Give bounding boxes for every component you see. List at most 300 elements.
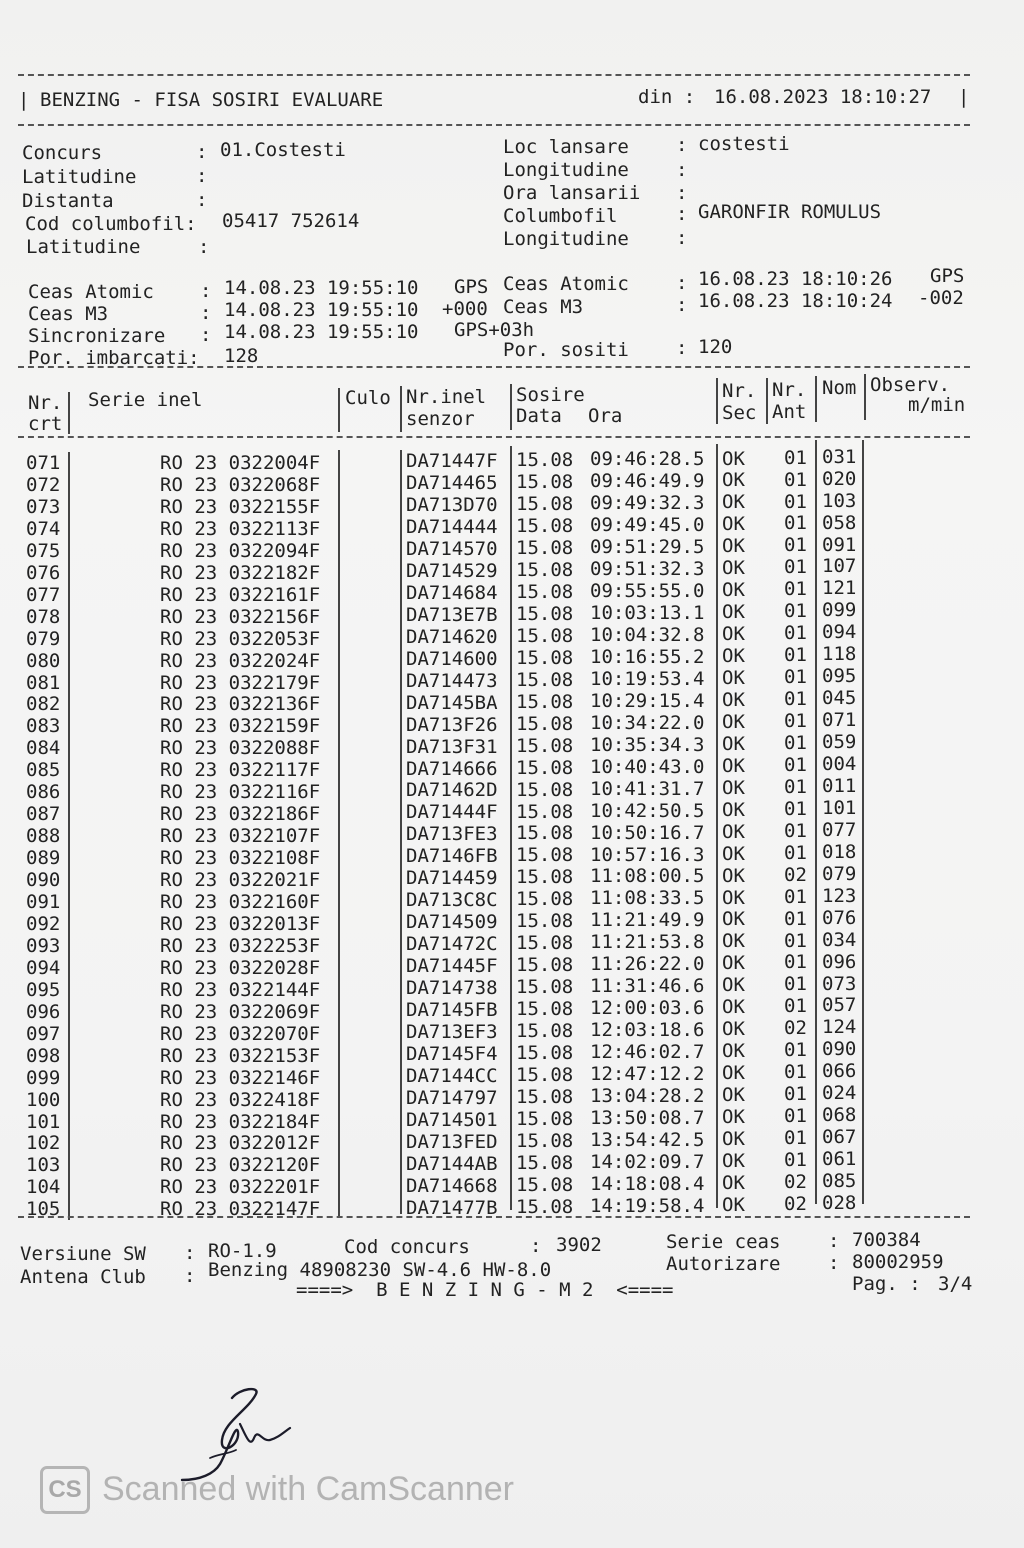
hdr-sep-4 bbox=[510, 384, 512, 430]
col-nr-inel: Nr.inel bbox=[406, 386, 487, 408]
row-number: 087 bbox=[26, 803, 61, 826]
row-number: 102 bbox=[26, 1132, 61, 1155]
sensor-ring: DA713E7B bbox=[406, 603, 498, 626]
table-row bbox=[0, 1148, 1024, 1177]
ora-lansarii-label: Ora lansarii bbox=[503, 182, 641, 204]
sincronizare-suffix: GPS+03h bbox=[454, 319, 535, 341]
arrival-date: 15.08 bbox=[516, 1107, 574, 1130]
nom-number: 095 bbox=[822, 665, 857, 688]
ant-number: 02 bbox=[784, 1192, 807, 1215]
cod-concurs-colon: : bbox=[530, 1235, 542, 1257]
arrival-time: 14:02:09.7 bbox=[590, 1150, 705, 1173]
latitudine2-colon: : bbox=[198, 236, 210, 258]
arrival-date: 15.08 bbox=[516, 1041, 574, 1064]
table-sep-5 bbox=[716, 444, 718, 1208]
concurs-value: 01.Costesti bbox=[220, 139, 346, 161]
arrival-date: 15.08 bbox=[516, 493, 574, 516]
sec-status: OK bbox=[722, 601, 745, 624]
right-ceas-m3-colon: : bbox=[676, 294, 688, 316]
arrival-date: 15.08 bbox=[516, 581, 574, 603]
col-nr: Nr. bbox=[28, 392, 63, 414]
arrival-date: 15.08 bbox=[516, 734, 574, 757]
col-senzor: senzor bbox=[406, 408, 475, 430]
table-sep-3 bbox=[400, 450, 402, 1214]
ring-serial: RO 23 0322201F bbox=[160, 1176, 321, 1199]
ant-number: 01 bbox=[784, 929, 807, 952]
sec-status: OK bbox=[722, 776, 745, 799]
nom-number: 107 bbox=[822, 555, 857, 578]
nom-number: 123 bbox=[822, 884, 857, 907]
row-number: 079 bbox=[26, 627, 61, 650]
ring-serial: RO 23 0322179F bbox=[160, 671, 321, 694]
sec-status: OK bbox=[722, 1193, 745, 1216]
arrival-date: 15.08 bbox=[516, 624, 574, 647]
ring-serial: RO 23 0322153F bbox=[160, 1044, 321, 1067]
arrival-date: 15.08 bbox=[516, 646, 574, 669]
right-ceas-m3-suffix: -002 bbox=[918, 287, 964, 309]
por-imbarcati-label: Por. imbarcati: bbox=[28, 347, 200, 369]
sec-status: OK bbox=[722, 447, 745, 470]
ant-number: 01 bbox=[784, 512, 807, 535]
sensor-ring: DA7145BA bbox=[406, 691, 498, 714]
concurs-colon: : bbox=[196, 141, 208, 163]
ant-number: 01 bbox=[784, 753, 807, 776]
arrival-time: 12:03:18.6 bbox=[590, 1019, 705, 1042]
ring-serial: RO 23 0322136F bbox=[160, 693, 321, 716]
nom-number: 024 bbox=[822, 1082, 857, 1105]
row-number: 084 bbox=[26, 737, 61, 760]
arrival-time: 10:40:43.0 bbox=[590, 755, 705, 778]
row-number: 082 bbox=[26, 693, 61, 716]
ant-number: 01 bbox=[784, 534, 807, 557]
header-right-bar: | bbox=[958, 86, 970, 108]
clocks-rule bbox=[18, 366, 970, 368]
sensor-ring: DA713EF3 bbox=[406, 1020, 498, 1043]
table-row bbox=[0, 1016, 1024, 1045]
arrival-time: 12:47:12.2 bbox=[590, 1063, 705, 1085]
columbofil-colon: : bbox=[676, 203, 688, 225]
nom-number: 068 bbox=[822, 1104, 857, 1127]
col-ora: Ora bbox=[588, 405, 623, 427]
arrival-date: 15.08 bbox=[516, 1129, 574, 1152]
ant-number: 01 bbox=[784, 841, 807, 864]
sensor-ring: DA714668 bbox=[406, 1174, 498, 1197]
sensor-ring: DA714529 bbox=[406, 559, 498, 582]
arrival-date: 15.08 bbox=[516, 976, 574, 999]
nom-number: 066 bbox=[822, 1060, 857, 1083]
din-label: din : bbox=[638, 86, 696, 108]
autorizare-colon: : bbox=[828, 1252, 840, 1274]
sec-status: OK bbox=[722, 1149, 745, 1172]
latitudine2-label: Latitudine bbox=[26, 236, 141, 258]
arrival-time: 10:42:50.5 bbox=[590, 799, 705, 822]
sec-status: OK bbox=[722, 732, 745, 755]
table-sep-7 bbox=[862, 440, 864, 1204]
row-number: 088 bbox=[26, 825, 61, 848]
nom-number: 079 bbox=[822, 862, 857, 885]
page-value: 3/4 bbox=[938, 1273, 973, 1295]
cod-columbofil-value: 05417 752614 bbox=[222, 210, 360, 232]
nom-number: 073 bbox=[822, 972, 857, 995]
sec-status: OK bbox=[722, 798, 745, 821]
versiune-colon: : bbox=[184, 1242, 196, 1264]
row-number: 091 bbox=[26, 891, 61, 913]
arrival-time: 09:51:29.5 bbox=[590, 536, 705, 559]
report-title: BENZING - FISA SOSIRI EVALUARE bbox=[40, 89, 384, 111]
sec-status: OK bbox=[722, 1171, 745, 1194]
row-number: 105 bbox=[26, 1198, 61, 1221]
nom-number: 091 bbox=[822, 533, 857, 556]
nom-number: 118 bbox=[822, 643, 857, 666]
ring-serial: RO 23 0322144F bbox=[160, 978, 321, 1001]
ring-serial: RO 23 0322116F bbox=[160, 781, 321, 804]
sensor-ring: DA714473 bbox=[406, 669, 498, 692]
ring-serial: RO 23 0322146F bbox=[160, 1066, 321, 1089]
row-number: 078 bbox=[26, 605, 61, 628]
sensor-ring: DA7145FB bbox=[406, 998, 498, 1021]
ring-serial: RO 23 0322182F bbox=[160, 561, 321, 584]
nom-number: 071 bbox=[822, 709, 857, 732]
nom-number: 090 bbox=[822, 1038, 857, 1061]
nom-number: 028 bbox=[822, 1192, 857, 1214]
row-number: 081 bbox=[26, 671, 61, 694]
table-row bbox=[0, 774, 1024, 804]
arrival-time: 12:00:03.6 bbox=[590, 997, 705, 1020]
ant-number: 01 bbox=[784, 666, 807, 689]
sec-status: OK bbox=[722, 820, 745, 843]
cod-concurs-label: Cod concurs bbox=[344, 1236, 470, 1258]
ring-serial: RO 23 0322024F bbox=[160, 649, 321, 672]
sensor-ring: DA71445F bbox=[406, 955, 498, 978]
arrival-date: 15.08 bbox=[516, 1195, 574, 1218]
sensor-ring: DA714600 bbox=[406, 647, 498, 670]
versiune-value: RO-1.9 bbox=[208, 1240, 277, 1262]
nom-number: 121 bbox=[822, 577, 857, 600]
sec-status: OK bbox=[722, 1062, 745, 1085]
sensor-ring: DA713D70 bbox=[406, 494, 498, 517]
antena-colon: : bbox=[184, 1265, 196, 1287]
arrival-date: 15.08 bbox=[516, 1173, 574, 1196]
nom-number: 101 bbox=[822, 796, 857, 819]
ant-number: 01 bbox=[784, 797, 807, 820]
table-row bbox=[0, 950, 1024, 979]
sensor-ring: DA714444 bbox=[406, 516, 498, 539]
sincronizare-label: Sincronizare bbox=[28, 325, 166, 347]
ceas-atomic-suffix: GPS bbox=[454, 276, 489, 298]
cod-concurs-value: 3902 bbox=[556, 1234, 602, 1256]
ring-serial: RO 23 0322253F bbox=[160, 934, 321, 957]
por-sositi-value: 120 bbox=[698, 336, 733, 358]
arrival-time: 09:49:45.0 bbox=[590, 514, 705, 537]
hdr-sep-5 bbox=[716, 378, 718, 424]
nom-number: 045 bbox=[822, 687, 857, 710]
nom-number: 085 bbox=[822, 1170, 857, 1193]
ant-number: 02 bbox=[784, 1017, 807, 1040]
ring-serial: RO 23 0322028F bbox=[160, 956, 321, 979]
arrival-date: 15.08 bbox=[516, 537, 574, 560]
arrival-date: 15.08 bbox=[516, 471, 574, 494]
table-row bbox=[0, 862, 1024, 892]
antena-label: Antena Club bbox=[20, 1266, 146, 1288]
row-number: 099 bbox=[26, 1066, 61, 1089]
sensor-ring: DA714684 bbox=[406, 581, 498, 604]
row-number: 092 bbox=[26, 912, 61, 935]
loc-lansare-label: Loc lansare bbox=[503, 136, 629, 158]
nom-number: 031 bbox=[822, 445, 857, 468]
table-row bbox=[0, 884, 1024, 913]
page-label: Pag. : bbox=[852, 1273, 921, 1295]
row-number: 083 bbox=[26, 715, 61, 738]
row-number: 093 bbox=[26, 934, 61, 957]
table-row bbox=[0, 489, 1024, 518]
header-left-bar: | bbox=[18, 89, 30, 111]
header-rule bbox=[18, 124, 970, 126]
right-ceas-atomic-value: 16.08.23 18:10:26 bbox=[698, 268, 893, 290]
ring-serial: RO 23 0322004F bbox=[160, 452, 321, 474]
row-number: 075 bbox=[26, 539, 61, 562]
ceas-m3-value: 14.08.23 19:55:10 bbox=[224, 299, 419, 321]
arrival-time: 12:46:02.7 bbox=[590, 1041, 705, 1064]
table-row bbox=[0, 533, 1024, 562]
sensor-ring: DA714738 bbox=[406, 977, 498, 999]
sec-status: OK bbox=[722, 974, 745, 997]
ceas-atomic-label: Ceas Atomic bbox=[28, 281, 154, 303]
ring-serial: RO 23 0322108F bbox=[160, 847, 321, 870]
arrival-date: 15.08 bbox=[516, 998, 574, 1021]
right-ceas-m3-label: Ceas M3 bbox=[503, 296, 584, 318]
ant-number: 01 bbox=[784, 1061, 807, 1084]
sec-status: OK bbox=[722, 842, 745, 865]
nom-number: 057 bbox=[822, 994, 857, 1017]
sec-status: OK bbox=[722, 1040, 745, 1063]
ring-serial: RO 23 0322021F bbox=[160, 869, 321, 892]
table-row bbox=[0, 599, 1024, 628]
row-number: 103 bbox=[26, 1154, 61, 1177]
col-serie-inel: Serie inel bbox=[88, 389, 203, 411]
ant-number: 02 bbox=[784, 863, 807, 886]
sec-status: OK bbox=[722, 688, 745, 711]
brand-line: ====> B E N Z I N G - M 2 <==== bbox=[296, 1279, 674, 1301]
row-number: 077 bbox=[26, 583, 61, 606]
sec-status: OK bbox=[722, 513, 745, 536]
table-row bbox=[0, 731, 1024, 760]
sec-status: OK bbox=[722, 886, 745, 909]
sensor-ring: DA7146FB bbox=[406, 845, 498, 868]
nom-number: 004 bbox=[822, 753, 857, 775]
sensor-ring: DA713FED bbox=[406, 1130, 498, 1153]
ant-number: 01 bbox=[784, 995, 807, 1018]
loc-lansare-value: costesti bbox=[698, 133, 790, 155]
hdr-sep-8 bbox=[864, 374, 866, 420]
ring-serial: RO 23 0322184F bbox=[160, 1110, 321, 1133]
table-row bbox=[0, 621, 1024, 650]
antena-value: Benzing 48908230 SW-4.6 HW-8.0 bbox=[208, 1259, 552, 1281]
arrival-time: 09:49:32.3 bbox=[590, 492, 705, 515]
ring-serial: RO 23 0322094F bbox=[160, 539, 321, 562]
ring-serial: RO 23 0322418F bbox=[160, 1088, 321, 1111]
ceas-atomic-value: 14.08.23 19:55:10 bbox=[224, 277, 419, 299]
arrival-date: 15.08 bbox=[516, 800, 574, 823]
arrival-date: 15.08 bbox=[516, 1020, 574, 1042]
right-ceas-m3-value: 16.08.23 18:10:24 bbox=[698, 290, 893, 312]
arrival-date: 15.08 bbox=[516, 888, 574, 911]
ring-serial: RO 23 0322070F bbox=[160, 1022, 321, 1045]
arrival-time: 10:41:31.7 bbox=[590, 777, 705, 800]
col-culo: Culo bbox=[345, 387, 391, 409]
col-m-min: m/min bbox=[908, 394, 966, 416]
sec-status: OK bbox=[722, 1106, 745, 1128]
arrival-time: 09:55:55.0 bbox=[590, 580, 705, 603]
arrival-date: 15.08 bbox=[516, 668, 574, 691]
table-row bbox=[0, 906, 1024, 935]
sensor-ring: DA713F31 bbox=[406, 735, 498, 758]
camscanner-text: Scanned with CamScanner bbox=[102, 1470, 515, 1508]
col-nr-ant: Nr. bbox=[772, 379, 807, 401]
row-number: 094 bbox=[26, 956, 61, 979]
nom-number: 077 bbox=[822, 818, 857, 841]
right-ceas-atomic-label: Ceas Atomic bbox=[503, 273, 629, 295]
ceas-atomic-colon: : bbox=[200, 280, 212, 302]
arrival-time: 10:29:15.4 bbox=[590, 689, 705, 712]
nom-number: 020 bbox=[822, 467, 857, 490]
table-row bbox=[0, 1104, 1024, 1133]
nom-number: 059 bbox=[822, 731, 857, 754]
sec-status: OK bbox=[722, 623, 745, 646]
arrival-time: 10:16:55.2 bbox=[590, 645, 705, 668]
sensor-ring: DA71462D bbox=[406, 779, 498, 802]
table-row bbox=[0, 467, 1024, 496]
ant-number: 01 bbox=[784, 490, 807, 513]
arrival-date: 15.08 bbox=[516, 756, 574, 779]
din-value: 16.08.2023 18:10:27 bbox=[714, 86, 932, 108]
sensor-ring: DA71477B bbox=[406, 1196, 498, 1219]
arrival-time: 13:50:08.7 bbox=[590, 1106, 705, 1129]
nom-number: 018 bbox=[822, 840, 857, 863]
table-sep-2 bbox=[338, 450, 340, 1216]
arrival-time: 11:31:46.6 bbox=[590, 975, 705, 998]
top-rule bbox=[18, 74, 970, 76]
sensor-ring: DA714666 bbox=[406, 757, 498, 780]
ora-lansarii-colon: : bbox=[676, 182, 688, 204]
camscanner-logo-icon: CS bbox=[40, 1466, 90, 1514]
ant-number: 01 bbox=[784, 973, 807, 996]
table-row bbox=[0, 665, 1024, 694]
sensor-ring: DA7144AB bbox=[406, 1152, 498, 1175]
arrival-date: 15.08 bbox=[516, 778, 574, 801]
sec-status: OK bbox=[722, 469, 745, 492]
table-row bbox=[0, 555, 1024, 584]
ant-number: 01 bbox=[784, 885, 807, 908]
concurs-label: Concurs bbox=[22, 142, 103, 164]
arrival-time: 10:03:13.1 bbox=[590, 602, 705, 625]
ant-number: 01 bbox=[784, 731, 807, 754]
arrival-time: 10:57:16.3 bbox=[590, 843, 705, 866]
table-row bbox=[0, 1038, 1024, 1067]
arrival-time: 10:19:53.4 bbox=[590, 667, 705, 690]
arrival-time: 11:08:33.5 bbox=[590, 887, 705, 910]
col-sec: Sec bbox=[722, 402, 757, 424]
col-observ: Observ. bbox=[870, 374, 951, 396]
sec-status: OK bbox=[722, 491, 745, 514]
ant-number: 01 bbox=[784, 1127, 807, 1150]
ring-serial: RO 23 0322013F bbox=[160, 912, 321, 935]
table-row bbox=[0, 709, 1024, 738]
row-number: 098 bbox=[26, 1044, 61, 1067]
ring-serial: RO 23 0322159F bbox=[160, 715, 321, 738]
arrival-date: 15.08 bbox=[516, 449, 574, 472]
hdr-sep-7 bbox=[815, 376, 817, 422]
nom-number: 011 bbox=[822, 774, 857, 797]
sec-status: OK bbox=[722, 996, 745, 1019]
ant-number: 01 bbox=[784, 688, 807, 711]
row-number: 095 bbox=[26, 978, 61, 1001]
table-row bbox=[0, 1170, 1024, 1199]
nom-number: 099 bbox=[822, 599, 857, 622]
latitudine-colon: : bbox=[196, 165, 208, 187]
autorizare-value: 80002959 bbox=[852, 1251, 944, 1273]
arrival-date: 15.08 bbox=[516, 559, 574, 582]
table-sep-1 bbox=[68, 452, 70, 1220]
serie-ceas-colon: : bbox=[828, 1230, 840, 1252]
nom-number: 096 bbox=[822, 950, 857, 973]
ant-number: 01 bbox=[784, 468, 807, 491]
sec-status: OK bbox=[722, 930, 745, 953]
sensor-ring: DA714797 bbox=[406, 1086, 498, 1109]
ring-serial: RO 23 0322113F bbox=[160, 517, 321, 540]
col-nom: Nom bbox=[822, 377, 857, 399]
ring-serial: RO 23 0322156F bbox=[160, 605, 321, 628]
ant-number: 01 bbox=[784, 446, 807, 469]
hdr-sep-3 bbox=[400, 386, 402, 432]
table-row bbox=[0, 1060, 1024, 1089]
right-ceas-atomic-suffix: GPS bbox=[930, 265, 965, 287]
nom-number: 103 bbox=[822, 489, 857, 512]
sensor-ring: DA714501 bbox=[406, 1108, 498, 1131]
ring-serial: RO 23 0322012F bbox=[160, 1132, 321, 1155]
header-bottom-rule bbox=[18, 436, 970, 438]
table-row bbox=[0, 796, 1024, 826]
row-number: 073 bbox=[26, 495, 61, 518]
ring-serial: RO 23 0322069F bbox=[160, 1000, 321, 1023]
hdr-sep-1 bbox=[68, 392, 70, 434]
ant-number: 01 bbox=[784, 1149, 807, 1171]
longitudine2-colon: : bbox=[676, 227, 688, 249]
ring-serial: RO 23 0322117F bbox=[160, 759, 321, 782]
arrival-date: 15.08 bbox=[516, 1063, 574, 1086]
columbofil-label: Columbofil bbox=[503, 205, 618, 227]
ant-number: 01 bbox=[784, 578, 807, 601]
distanta-colon: : bbox=[196, 189, 208, 211]
arrival-date: 15.08 bbox=[516, 515, 574, 538]
arrival-time: 14:19:58.4 bbox=[590, 1194, 705, 1217]
sensor-ring: DA713F26 bbox=[406, 713, 498, 736]
sec-status: OK bbox=[722, 1018, 745, 1041]
table-row bbox=[0, 511, 1024, 540]
cod-columbofil-label: Cod columbofil: bbox=[25, 213, 197, 235]
hdr-sep-2 bbox=[338, 388, 340, 432]
arrival-time: 09:51:32.3 bbox=[590, 558, 705, 581]
arrival-date: 15.08 bbox=[516, 932, 574, 955]
sec-status: OK bbox=[722, 667, 745, 689]
hdr-sep-6 bbox=[766, 378, 768, 424]
nom-number: 058 bbox=[822, 511, 857, 534]
sensor-ring: DA7144CC bbox=[406, 1064, 498, 1087]
arrival-time: 11:21:49.9 bbox=[590, 909, 705, 932]
sec-status: OK bbox=[722, 908, 745, 931]
ceas-m3-suffix: +000 bbox=[442, 298, 488, 320]
arrival-date: 15.08 bbox=[516, 866, 574, 889]
arrival-date: 15.08 bbox=[516, 1151, 574, 1174]
